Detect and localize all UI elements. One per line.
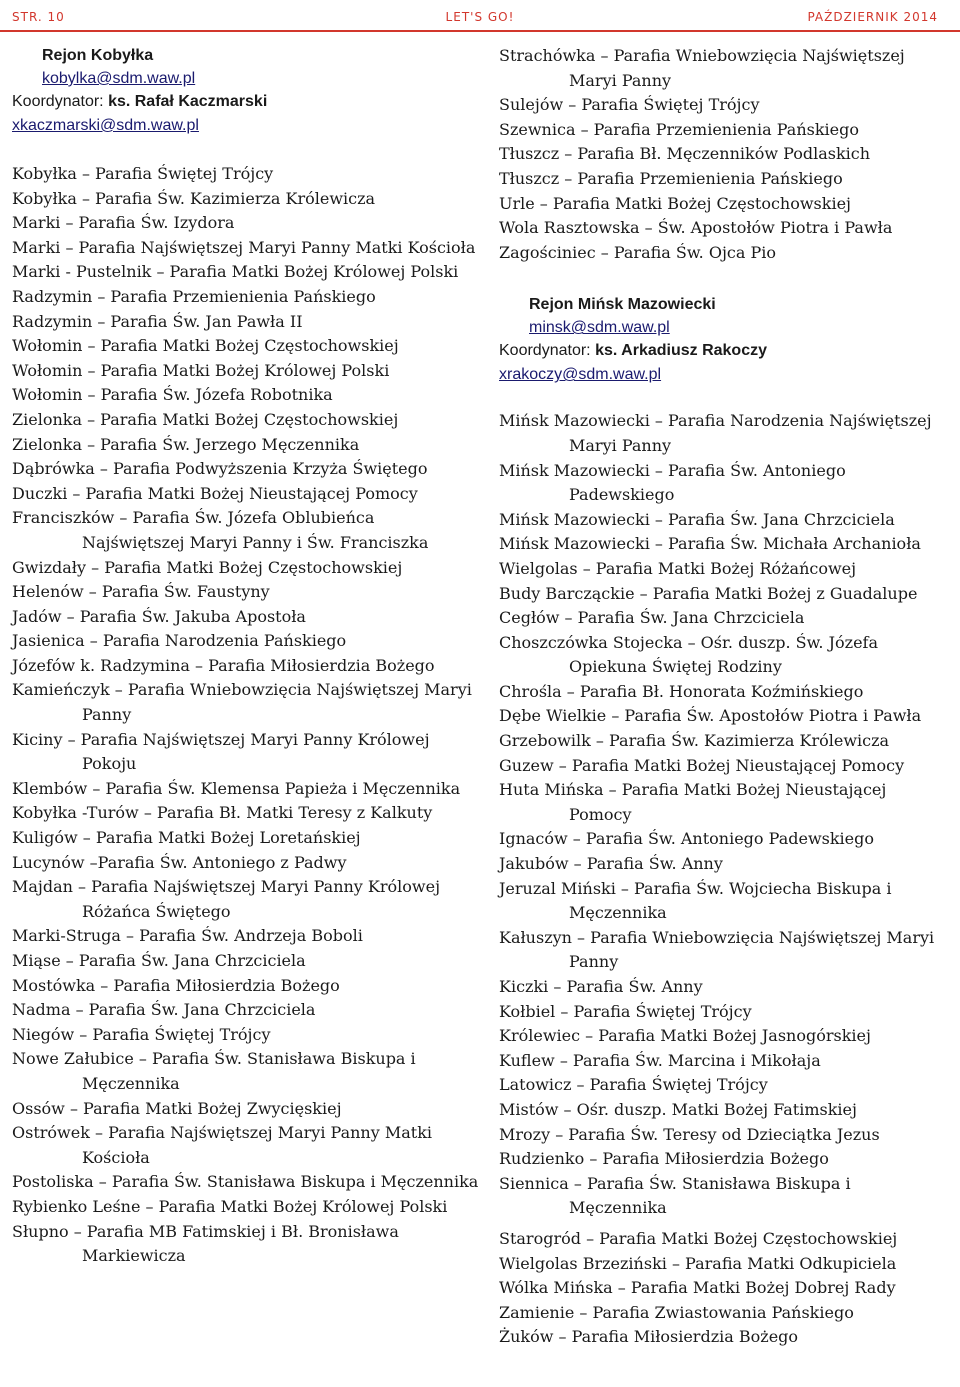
list-item: Józefów k. Radzymina – Parafia Miłosierdzia Bożego [12, 655, 435, 675]
list-item: Mistów – Ośr. duszp. Matki Bożej Fatimskiej [499, 1099, 857, 1119]
list-item: Starogród – Parafia Matki Bożej Częstochowskiej [499, 1228, 898, 1248]
list-item: Radzymin – Parafia Przemienienia Pańskiego [12, 286, 376, 306]
list-item: Kobyłka – Parafia Świętej Trójcy [12, 164, 274, 183]
list-item: Nadma – Parafia Św. Jana Chrzciciela [12, 1000, 316, 1020]
list-item: Wołomin – Parafia Matki Bożej Królowej Polski [12, 360, 390, 380]
coordinator-email-link[interactable]: xkaczmarski@sdm.waw.pl [12, 117, 199, 134]
list-item: Wołomin – Parafia Św. Józefa Robotnika [12, 385, 333, 405]
list-item: Kobyłka – Parafia Św. Kazimierza Królewicza [12, 188, 376, 208]
list-item: Helenów – Parafia Św. Faustyny [12, 582, 270, 602]
list-item: Grzebowilk – Parafia Św. Kazimierza Królewicza [499, 731, 890, 751]
page-header [0, 0, 960, 34]
list-item: Nowe Załubice – Parafia Św. Stanisława Biskupa i Męczennika [12, 1049, 416, 1093]
list-item: Choszczówka Stojecka – Ośr. duszp. Św. Józefa Opiekuna Świętej Rodziny [499, 632, 879, 677]
coordinator-name: ks. Rafał Kaczmarski [108, 93, 268, 110]
list-item: Dębe Wielkie – Parafia Św. Apostołów Piotra i Pawła [499, 706, 922, 726]
list-item: Budy Barcząckie – Parafia Matki Bożej z Guadalupe [499, 583, 918, 603]
list-item: Rybienko Leśne – Parafia Matki Bożej Królowej Polski [12, 1196, 448, 1216]
list-item: Jadów – Parafia Św. Jakuba Apostoła [12, 606, 306, 626]
list-item: Kamieńczyk – Parafia Wniebowzięcia Najświętszej Maryi Panny [12, 680, 472, 725]
left-column [12, 44, 480, 1269]
page-number: STR. 10 [12, 10, 65, 24]
right-column [499, 44, 949, 1350]
list-item: Marki - Pustelnik – Parafia Matki Bożej Królowej Polski [12, 262, 459, 282]
list-item: Marki – Parafia Najświętszej Maryi Panny Matki Kościoła [12, 237, 476, 257]
list-item: Szewnica – Parafia Przemienienia Pańskiego [499, 119, 859, 139]
list-item: Zielonka – Parafia Św. Jerzego Męczennika [12, 434, 360, 454]
newsletter-title: LET'S GO! [445, 10, 515, 24]
rejon-minsk-mazowiecki [499, 293, 949, 387]
list-item: Królewiec – Parafia Matki Bożej Jasnogórskiej [499, 1026, 871, 1046]
list-item: Marki-Struga – Parafia Św. Andrzeja Boboli [12, 926, 363, 946]
coordinator-name: ks. Arkadiusz Rakoczy [595, 342, 767, 360]
coordinator-line [12, 90, 480, 114]
list-item: Majdan – Parafia Najświętszej Maryi Panny Królowej Różańca Świętego [12, 877, 441, 921]
list-item: Tłuszcz – Parafia Bł. Męczenników Podlaskich [499, 144, 871, 164]
list-item: Mińsk Mazowiecki – Parafia Św. Jana Chrzciciela [499, 509, 895, 529]
list-item: Niegów – Parafia Świętej Trójcy [12, 1024, 271, 1044]
list-item: Kiciny – Parafia Najświętszej Maryi Panny Królowej Pokoju [12, 729, 430, 774]
list-item: Mińsk Mazowiecki – Parafia Narodzenia Najświętszej Maryi Panny [499, 411, 932, 455]
list-item: Dąbrówka – Parafia Podwyższenia Krzyża Świętego [12, 459, 428, 479]
list-item: Kałuszyn – Parafia Wniebowzięcia Najświętszej Maryi Panny [499, 927, 935, 972]
coordinator-label: Koordynator: [499, 342, 591, 360]
list-item: Kuligów – Parafia Matki Bożej Loretańskiej [12, 828, 361, 848]
list-item: Jasienica – Parafia Narodzenia Pańskiego [12, 631, 347, 651]
list-item: Mińsk Mazowiecki – Parafia Św. Antoniego Padewskiego [499, 460, 846, 505]
list-item: Jakubów – Parafia Św. Anny [499, 854, 723, 874]
coordinator-email-link[interactable]: xrakoczy@sdm.waw.pl [499, 366, 662, 384]
rejon-email-link[interactable]: minsk@sdm.waw.pl [529, 319, 670, 337]
list-item: Franciszków – Parafia Św. Józefa Oblubieńca Najświętszej Maryi Panny i Św. Franciszka [12, 508, 429, 552]
rejon-title: Rejon Mińsk Mazowiecki [529, 296, 716, 314]
list-item: Mrozy – Parafia Św. Teresy od Dzieciątka Jezus [499, 1124, 880, 1144]
list-item: Zamienie – Parafia Zwiastowania Pańskiego [499, 1302, 854, 1322]
list-item: Kobyłka -Turów – Parafia Bł. Matki Teresy z Kalkuty [12, 803, 433, 823]
list-item: Mostówka – Parafia Miłosierdzia Bożego [12, 975, 340, 995]
list-item: Guzew – Parafia Matki Bożej Nieustającej Pomocy [499, 755, 905, 775]
list-item: Radzymin – Parafia Św. Jan Pawła II [12, 311, 303, 331]
parish-list-kobylka-continued [499, 44, 949, 265]
coordinator-line [499, 339, 949, 363]
list-item: Jeruzal Miński – Parafia Św. Wojciecha Biskupa i Męczennika [499, 878, 892, 923]
list-item: Urle – Parafia Matki Bożej Częstochowskiej [499, 193, 852, 213]
list-item: Ignaców – Parafia Św. Antoniego Padewskiego [499, 829, 874, 849]
list-item: Wola Rasztowska – Św. Apostołów Piotra i Pawła [499, 218, 893, 238]
rejon-kobylka [12, 44, 480, 138]
list-item: Żuków – Parafia Miłosierdzia Bożego [499, 1327, 799, 1347]
list-item: Zagościniec – Parafia Św. Ojca Pio [499, 242, 777, 262]
list-item: Duczki – Parafia Matki Bożej Nieustającej Pomocy [12, 483, 418, 503]
list-item: Wólka Mińska – Parafia Matki Bożej Dobrej Rady [499, 1278, 896, 1298]
list-item: Huta Mińska – Parafia Matki Bożej Nieustającej Pomocy [499, 780, 887, 824]
list-item: Wielgolas Brzeziński – Parafia Matki Odkupiciela [499, 1253, 897, 1273]
list-item: Marki – Parafia Św. Izydora [12, 213, 235, 233]
list-item: Postoliska – Parafia Św. Stanisława Biskupa i Męczennika [12, 1172, 479, 1192]
list-item: Ossów – Parafia Matki Bożej Zwycięskiej [12, 1098, 342, 1118]
list-item: Gwizdały – Parafia Matki Bożej Częstochowskiej [12, 557, 403, 577]
coordinator-label: Koordynator: [12, 93, 104, 110]
list-item: Ostrówek – Parafia Najświętszej Maryi Panny Matki Kościoła [12, 1123, 433, 1167]
list-item: Rudzienko – Parafia Miłosierdzia Bożego [499, 1149, 829, 1169]
list-item: Wielgolas – Parafia Matki Bożej Różańcowej [499, 558, 857, 578]
list-item: Klembów – Parafia Św. Klemensa Papieża i Męczennika [12, 778, 461, 798]
list-item: Wołomin – Parafia Matki Bożej Częstochowskiej [12, 336, 399, 356]
list-item: Miąse – Parafia Św. Jana Chrzciciela [12, 951, 306, 970]
list-item: Kuflew – Parafia Św. Marcina i Mikołaja [499, 1050, 821, 1070]
list-item: Cegłów – Parafia Św. Jana Chrzciciela [499, 608, 805, 628]
list-item: Latowicz – Parafia Świętej Trójcy [499, 1075, 768, 1095]
list-item: Zielonka – Parafia Matki Bożej Częstochowskiej [12, 409, 399, 429]
list-item: Siennica – Parafia Św. Stanisława Biskupa i Męczennika [499, 1173, 851, 1218]
list-item: Słupno – Parafia MB Fatimskiej i Bł. Bronisława Markiewicza [12, 1221, 399, 1266]
issue-date: PAŹDZIERNIK 2014 [807, 10, 938, 24]
list-item: Kiczki – Parafia Św. Anny [499, 977, 703, 996]
list-item: Lucynów –Parafia Św. Antoniego z Padwy [12, 852, 347, 872]
list-item: Sulejów – Parafia Świętej Trójcy [499, 95, 760, 115]
list-item: Kołbiel – Parafia Świętej Trójcy [499, 1001, 752, 1021]
list-item: Strachówka – Parafia Wniebowzięcia Najświętszej Maryi Panny [499, 46, 905, 90]
list-item: Tłuszcz – Parafia Przemienienia Pańskiego [499, 168, 843, 188]
rejon-email-link[interactable]: kobylka@sdm.waw.pl [42, 70, 196, 87]
parish-list-kobylka [12, 162, 480, 1269]
rejon-title: Rejon Kobyłka [42, 47, 154, 64]
list-item: Mińsk Mazowiecki – Parafia Św. Michała Archanioła [499, 534, 921, 554]
parish-list-minsk [499, 409, 949, 1350]
list-item: Chrośla – Parafia Bł. Honorata Koźmińskiego [499, 681, 864, 701]
header-divider [0, 30, 960, 32]
